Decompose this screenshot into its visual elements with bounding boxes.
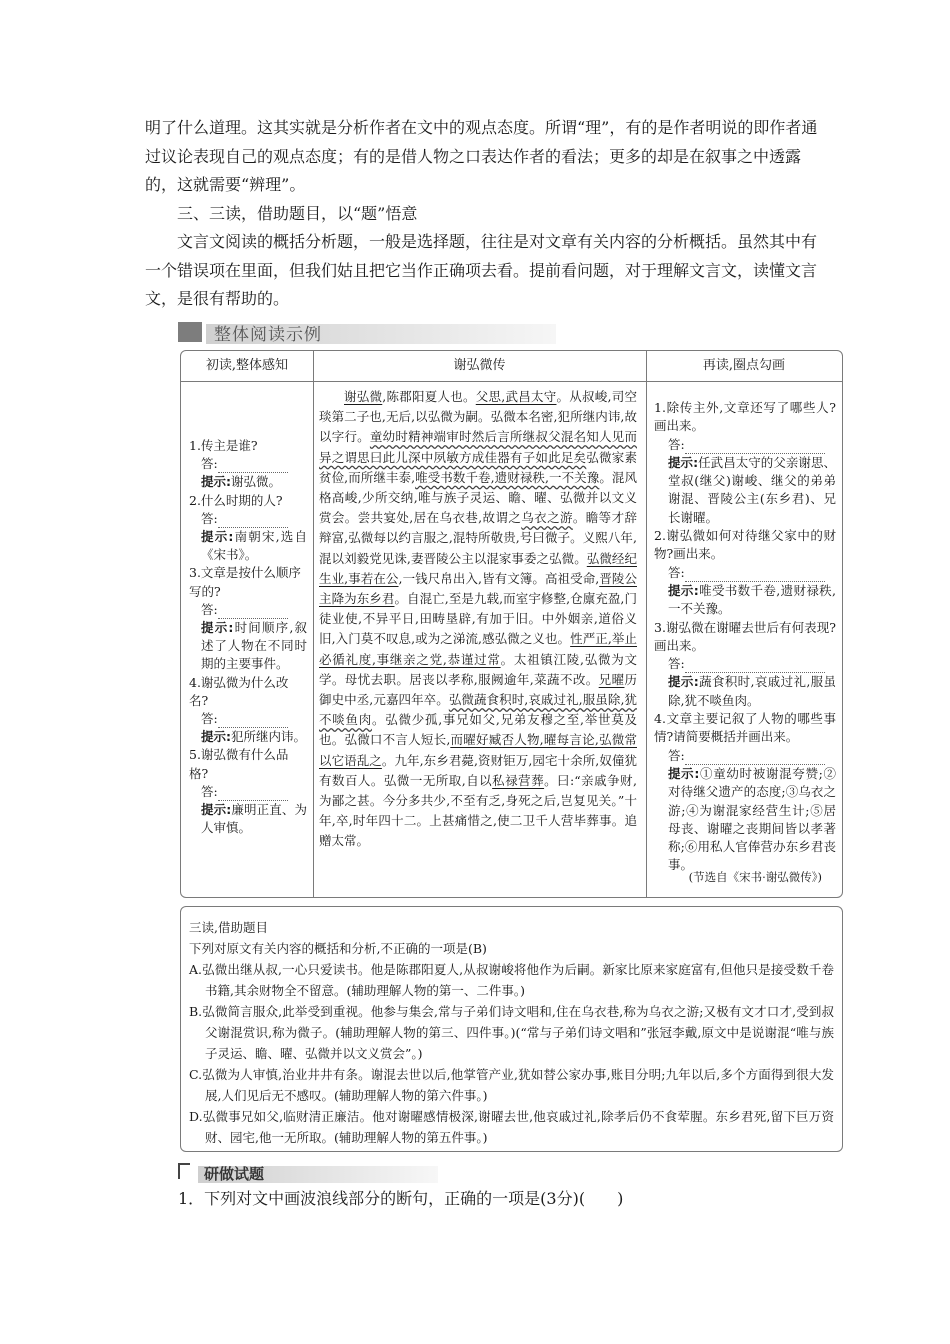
answer-line[interactable]: 答: <box>668 564 836 582</box>
passage-segment: 。从叔峻,司空琰第二子也,无后,以弘微为嗣。弘微本名密,犯所继内讳,故以字行。 <box>319 389 637 445</box>
choice-option-a: A.弘微出继从叔,一心只爱读书。他是陈郡阳夏人,从叔谢峻将他作为后嗣。新家比原来家庭富有,但他只是接受数千卷书籍,其余财物全不留意。(辅助理解人物的第一、二件事。) <box>189 962 834 998</box>
answer-line[interactable]: 答: <box>201 510 307 528</box>
corner-bracket-icon <box>178 1163 190 1179</box>
intro-text <box>145 114 825 314</box>
first-read-column <box>189 437 307 837</box>
answer-line[interactable]: 答: <box>668 655 836 673</box>
question-text: 1.除传主外,文章还写了哪些人?画出来。 <box>654 400 836 434</box>
reading-table <box>180 350 843 898</box>
passage-wavy-segment: 童幼时精神端审时然后言所继叔父混名知人见而异之谓思曰此儿深中夙敏方成佳器有子如此足矣 <box>319 429 637 465</box>
question-text: 5.谢弘微有什么品格? <box>189 747 289 781</box>
question-item <box>654 527 836 618</box>
hint-text: 提示:廉明正直、为人审慎。 <box>201 802 307 836</box>
question-item <box>189 746 307 837</box>
intro-paragraph-2: 文言文阅读的概括分析题，一般是选择题，往往是对文章有关内容的分析概括。虽然其中有一个错误项在里面，但我们姑且把它当作正确项去看。提前看问题，对于理解文言文，读懂文言文，是很有帮助的。 <box>145 232 818 308</box>
choice-option-b: B.弘微简言服众,此举受到重视。他参与集会,常与子弟们诗文唱和,住在乌衣巷,称为乌衣之游;又极有文才口才,受到叔父谢混赏识,称为微子。(辅助理解人物的第三、四件事。)(“常与子弟们诗文唱和”张冠李戴,原文中是说谢混“唯与族子灵运、瞻、曜、弘微并以文义赏会”。) <box>189 1004 834 1061</box>
intro-paragraph-1: 明了什么道理。这其实就是分析作者在文中的观点态度。所谓“理”，有的是作者明说的即作者通过议论表现自己的观点态度；有的是借人物之口表达作者的看法；更多的却是在叙事之中透露的，这就需要“辨理”。 <box>145 118 818 194</box>
question-item <box>654 619 836 710</box>
hint-text: 提示:时间顺序,叙述了人物在不同时期的主要事件。 <box>201 620 308 672</box>
question-item <box>189 492 307 565</box>
sample-section-title: 整体阅读示例 <box>214 325 322 345</box>
hint-text: 提示:南朝宋,选自《宋书》。 <box>201 529 308 563</box>
practice-section-title: 研做试题 <box>204 1165 265 1183</box>
question-item <box>654 710 836 875</box>
passage-wavy-segment: 乌衣之游 <box>521 510 573 526</box>
passage-segment: 。弘微少孤,事兄如父,兄弟友穆之至,举世莫及也。弘微口不言人短长, <box>319 712 637 748</box>
hint-text: 提示:谢弘微。 <box>201 474 282 490</box>
choice-question: 下列对原文有关内容的概括和分析,不正确的一项是(B) <box>189 941 487 956</box>
section-marker-icon <box>178 322 202 342</box>
header-first-read: 初读,整体感知 <box>205 358 289 373</box>
question-1: 1．下列对文中画波浪线部分的断句，正确的一项是(3分)( ) <box>178 1189 624 1208</box>
third-read-title: 三读,借助题目 <box>189 920 268 935</box>
passage-segment: 父思,武昌太守 <box>475 389 557 404</box>
sample-section-header <box>178 318 558 346</box>
passage-segment: 晋陵公主降为东乡君 <box>319 570 637 607</box>
passage-source: (节选自《宋书·谢弘微传》) <box>688 870 822 884</box>
question-item <box>189 564 307 673</box>
question-text: 3.谢弘微在谢曜去世后有何表现?画出来。 <box>654 619 836 653</box>
hint-text: 提示:任武昌太守的父亲谢思、堂叔(继父)谢峻、继父的弟弟谢混、晋陵公主(东乡君)、兄长谢曜。 <box>668 454 836 525</box>
question-text: 4.谢弘微为什么改名? <box>189 674 289 708</box>
passage-text <box>319 387 637 852</box>
answer-line[interactable]: 答: <box>668 747 836 765</box>
passage-segment: 。自混亡,至是九载,而室宇修整,仓廪充盈,门徒业使,不异平日,田畴垦辟,有加于旧。中外姻亲,道俗义旧,入门莫不叹息,或为之涕流,感弘微之义也。 <box>319 591 637 647</box>
hint-text: 提示:唯受书数千卷,遗财禄秩,一不关豫。 <box>668 582 837 617</box>
passage-segment: 性严正,举止必循礼度,事继亲之党,恭谨过常 <box>319 631 638 667</box>
passage-segment: 私禄营葬 <box>492 772 545 788</box>
question-text: 2.什么时期的人? <box>189 492 283 508</box>
passage-segment: ,一钱尺帛出入,皆有文簿。高祖受命, <box>398 570 600 586</box>
header-passage: 谢弘微传 <box>453 358 506 373</box>
question-item <box>189 674 307 747</box>
passage-segment: 弘微经纪生业,事若在公 <box>319 550 637 586</box>
choice-option-c: C.弘微为人审慎,治业井井有条。谢混去世以后,他掌管产业,犹如替公家办事,账目分明;九年以后,多个方面得到很大发展,人们见后无不感叹。(辅助理解人物的第六件事。) <box>189 1067 834 1103</box>
header-second-read: 再读,圈点勾画 <box>702 358 786 373</box>
passage-segment: 。曰:“亲戚争财,为鄙之甚。今分多共少,不至有乏,身死之后,岂复见关。”十年,卒,时年四十二。上甚痛惜之,使二卫千人营毕葬事。追赠太常。 <box>319 772 637 849</box>
passage-segment: 。九年,东乡君薨,资财钜万,园宅十余所,奴僮犹有数百人。弘微一无所取,自以 <box>319 752 637 788</box>
answer-line[interactable]: 答: <box>201 783 307 801</box>
passage-segment: ,陈郡阳夏人也。 <box>382 389 476 404</box>
passage-segment: 而曜好臧否人物,曜每言论,弘微常以它语乱之 <box>319 732 637 768</box>
table-header-row <box>181 351 842 382</box>
choice-option-d: D.弘微事兄如父,临财清正廉洁。他对谢曜感情极深,谢曜去世,他哀戚过礼,除孝后仍不食荤腥。东乡君死,留下巨万资财、园宅,他一无所取。(辅助理解人物的第五件事。) <box>189 1109 834 1145</box>
column-divider <box>646 351 647 897</box>
question-item <box>654 399 836 527</box>
question-text: 2.谢弘微如何对待继父家中的财物?画出来。 <box>654 528 836 562</box>
question-item <box>189 437 307 492</box>
second-read-column <box>654 399 836 875</box>
answer-line[interactable]: 答: <box>668 436 836 454</box>
question-text: 3.文章是按什么顺序写的? <box>189 565 301 599</box>
passage-segment: 历御史中丞,元嘉四年卒。 <box>319 671 637 708</box>
passage-wavy-segment: 弘微蔬食积时,哀戚过礼,服虽除,犹不啖鱼肉 <box>319 692 637 728</box>
passage-segment: 谢弘微 <box>344 389 383 404</box>
hint-text: 提示:①童幼时被谢混夸赞;②对待继父遗产的态度;③乌衣之游;④为谢混家经营生计;⑤居母丧、谢曜之丧期间皆以孝著称;⑥用私人官俸营办东乡君丧事。 <box>668 765 837 873</box>
question-text: 4.文章主要记叙了人物的哪些事情?请简要概括并画出来。 <box>654 711 836 745</box>
practice-section-header <box>178 1163 438 1185</box>
third-read-box <box>180 906 843 1152</box>
passage-segment: 兄曜 <box>598 671 625 687</box>
question-text: 1.传主是谁? <box>189 438 258 453</box>
passage-segment: 。太祖镇江陵,弘微为文学。母忧去职。居丧以孝称,服阙逾年,菜蔬不改。 <box>319 651 637 687</box>
column-divider <box>313 351 314 897</box>
passage-segment: 弘微家素贫俭,而所继丰泰, <box>319 449 637 485</box>
intro-section-heading: 三、三读，借助题目，以“题”悟意 <box>177 203 418 223</box>
answer-line[interactable]: 答: <box>201 710 307 728</box>
hint-text: 提示:犯所继内讳。 <box>201 729 307 745</box>
hint-text: 提示:蔬食积时,哀戚过礼,服虽除,犹不啖鱼肉。 <box>668 674 837 708</box>
passage-segment: 。混风格高峻,少所交纳,唯与族子灵运、瞻、曜、弘微并以文义赏会。尝共宴处,居在乌衣巷,故谓之 <box>319 469 637 526</box>
passage-wavy-segment: 唯受书数千卷,遗财禄秩,一不关豫 <box>415 469 600 485</box>
passage-segment: 。瞻等才辞辩富,弘微每以约言服之,混特所敬贵,号曰微子。义熙八年,混以刘毅党见诛,妻晋陵公主以混家事委之弘微。 <box>319 510 637 566</box>
answer-line[interactable]: 答: <box>201 601 307 619</box>
answer-line[interactable]: 答: <box>201 455 307 473</box>
